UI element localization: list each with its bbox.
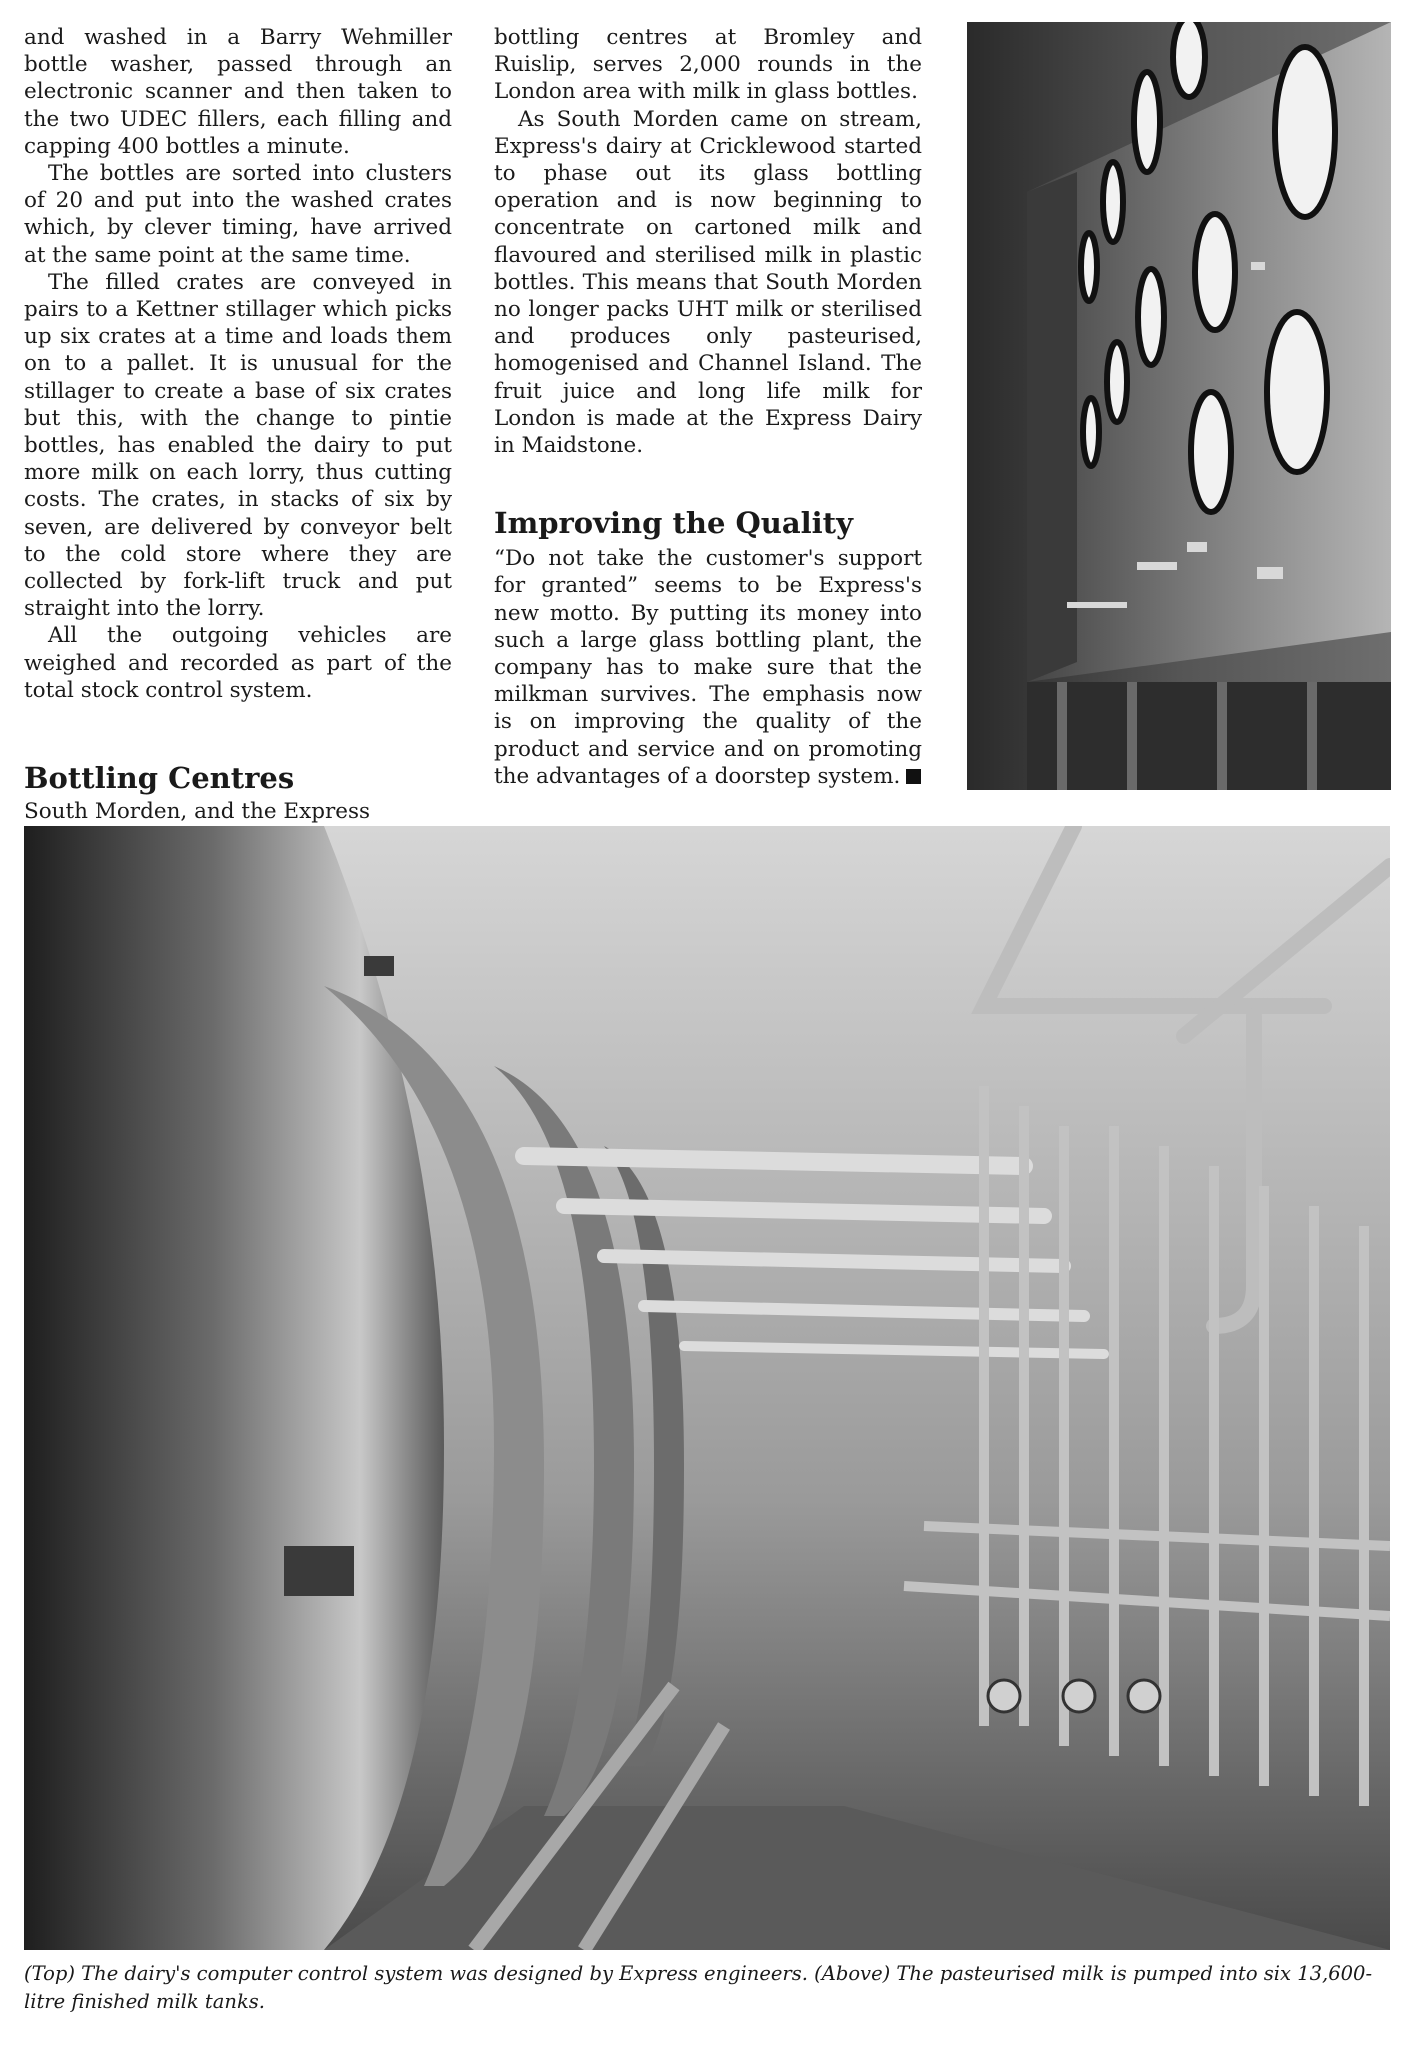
text-column-left	[24, 24, 452, 825]
paragraph: As South Morden came on stream, Express's dairy at Cricklewood started to phase out its glass bottling operation and is now beginning to concentrate on cartoned milk and flavoured and sterilised milk in plastic bottles. This means that South Morden no longer packs UHT milk or sterilised and produces only pasteurised, homogenised and Channel Island. The fruit juice and long life milk for London is made at the Express Dairy in Maidstone.	[494, 106, 922, 459]
section-heading-improving-quality: Improving the Quality	[494, 506, 853, 541]
paragraph: and washed in a Barry Wehmiller bottle washer, passed through an electronic scanner and then taken to the two UDEC fillers, each filling and capping 400 bottles a minute.	[24, 25, 452, 159]
paragraph: The filled crates are conveyed in pairs to a Kettner stillager which picks up six crates at a time and loads them on to a pallet. It is unusual for the stillager to create a base of six crates but this, with the change to pintie bottles, has enabled the dairy to put more milk on each lorry, thus cutting costs. The crates, in stacks of six by seven, are delivered by conveyor belt to the cold store where they are collected by fork-lift truck and put straight into the lorry.	[24, 269, 452, 622]
photo-computer-control-panel	[967, 22, 1391, 790]
paragraph: South Morden, and the Express	[24, 799, 371, 825]
paragraph	[494, 545, 922, 790]
paragraph: bottling centres at Bromley and Ruislip, serves 2,000 rounds in the London area with milk in glass bottles.	[494, 25, 922, 105]
end-of-article-mark	[906, 769, 921, 784]
paragraph: The bottles are sorted into clusters of 20 and put into the washed crates which, by clever timing, have arrived at the same point at the same time.	[24, 161, 452, 268]
section-heading-bottling-centres: Bottling Centres	[24, 761, 295, 796]
text-column-middle	[494, 24, 922, 790]
paragraph-text: “Do not take the customer's support for granted” seems to be Express's new motto. By putting its money into such a large glass bottling plant, the company has to make sure that the milkman survives. The emphasis now is on improving the quality of the product and service and on promoting the advantages of a doorstep system.	[494, 546, 922, 789]
photo-finished-milk-tanks	[24, 826, 1390, 1950]
paragraph: All the outgoing vehicles are weighed and recorded as part of the total stock control system.	[24, 623, 452, 703]
photo-caption: (Top) The dairy's computer control system was designed by Express engineers. (Above) The pasteurised milk is pumped into six 13,600-litre finished milk tanks.	[24, 1962, 1373, 2013]
